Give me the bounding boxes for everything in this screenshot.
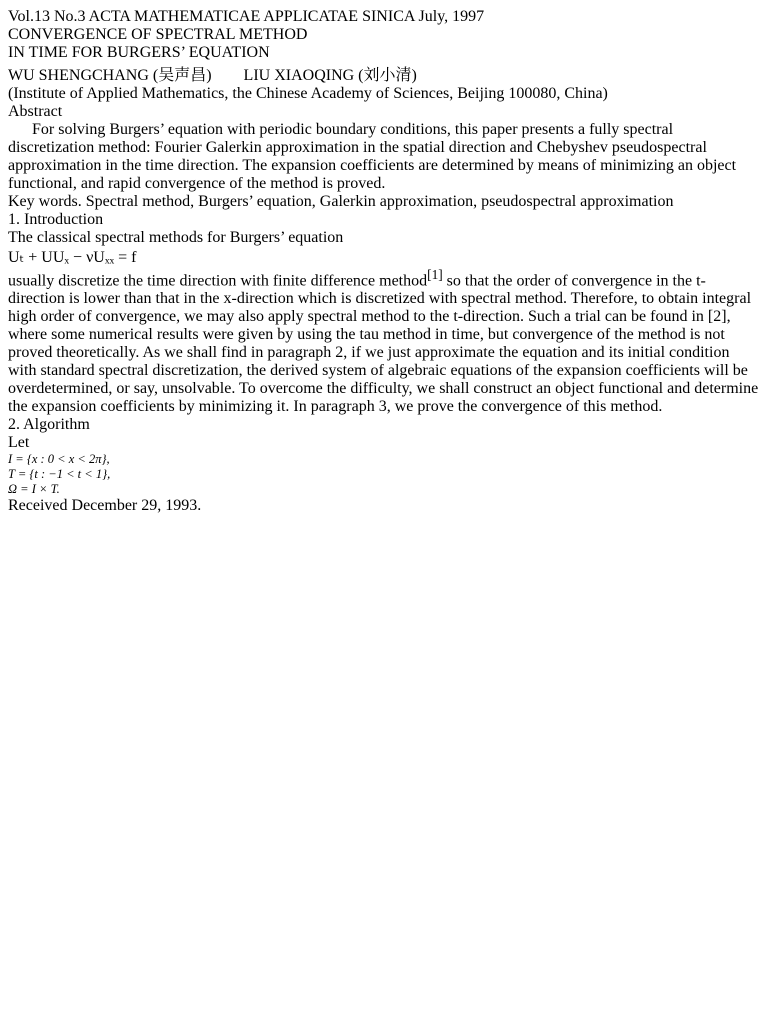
running-header [8,8,760,26]
let-text: Let [8,434,30,452]
keywords-label: Key words. [8,193,82,210]
abstract-heading: Abstract [8,103,63,120]
volume-info: Vol.13 No.3 [8,8,86,25]
domain-I-def: I = {x : 0 < x < 2π}, [8,452,110,467]
abstract-text [8,121,760,193]
intro-lead: The classical spectral methods for Burgers’ equation [8,229,344,246]
paper-title-line2: IN TIME FOR BURGERS’ EQUATION [8,44,270,61]
author-list: WU SHENGCHANG (吴声昌) LIU XIAOQING (刘小清) [8,67,417,84]
issue-date: July, 1997 [418,8,485,25]
affiliation: (Institute of Applied Mathematics, the Chinese Academy of Sciences, Beijing 100080, China) [8,85,608,102]
keywords-text: Spectral method, Burgers’ equation, Galerkin approximation, pseudospectral approximation [85,193,674,210]
domain-T-def: T = {t : −1 < t < 1}, [8,467,111,482]
section-2-heading: 2. Algorithm [8,416,90,434]
received-date-footnote: Received December 29, 1993. [8,497,202,515]
journal-name: ACTA MATHEMATICAE APPLICATAE SINICA [88,8,415,25]
intro-text-b: so that the order of convergence in the t-direction is lower than that in the x-direction which is discretized with spectral method. Therefore, to obtain integral high order of convergence, we may also apply spectral method to the t-direction. Such a trial can be found in [2], where some numerical results were given by using the tau method in time, but convergence of the method is not proved theoretically. As we shall find in paragraph 2, if we just approximate the equation and its initial condition with standard spectral discretization, the derived system of algebraic equations of the expansion coefficients will be overdetermined, or say, unsolvable. To overcome the difficulty, we shall construct an object functional and determine the expansion coefficients by minimizing it. In paragraph 3, we prove the convergence of this method. [8,272,759,416]
abstract-body: For solving Burgers’ equation with periodic boundary conditions, this paper presents a fully spectral discretization method: Fourier Galerkin approximation in the spatial direction and Chebyshev pseudospectral approximation in the time direction. The expansion coefficients are determined by means of minimizing an object functional, and rapid convergence of the method is proved. [8,121,737,192]
burgers-equation: Uₜ + UUₓ − νUₓₓ = f [8,249,137,266]
intro-paragraph [8,267,760,416]
intro-text-a: usually discretize the time direction with finite difference method [8,272,428,290]
paper-title-line1: CONVERGENCE OF SPECTRAL METHOD [8,26,308,43]
citation-1: [1] [427,267,443,282]
section-1-heading: 1. Introduction [8,211,104,228]
domain-omega-def: Ω = I × T. [8,482,60,497]
keywords-block [8,193,760,211]
